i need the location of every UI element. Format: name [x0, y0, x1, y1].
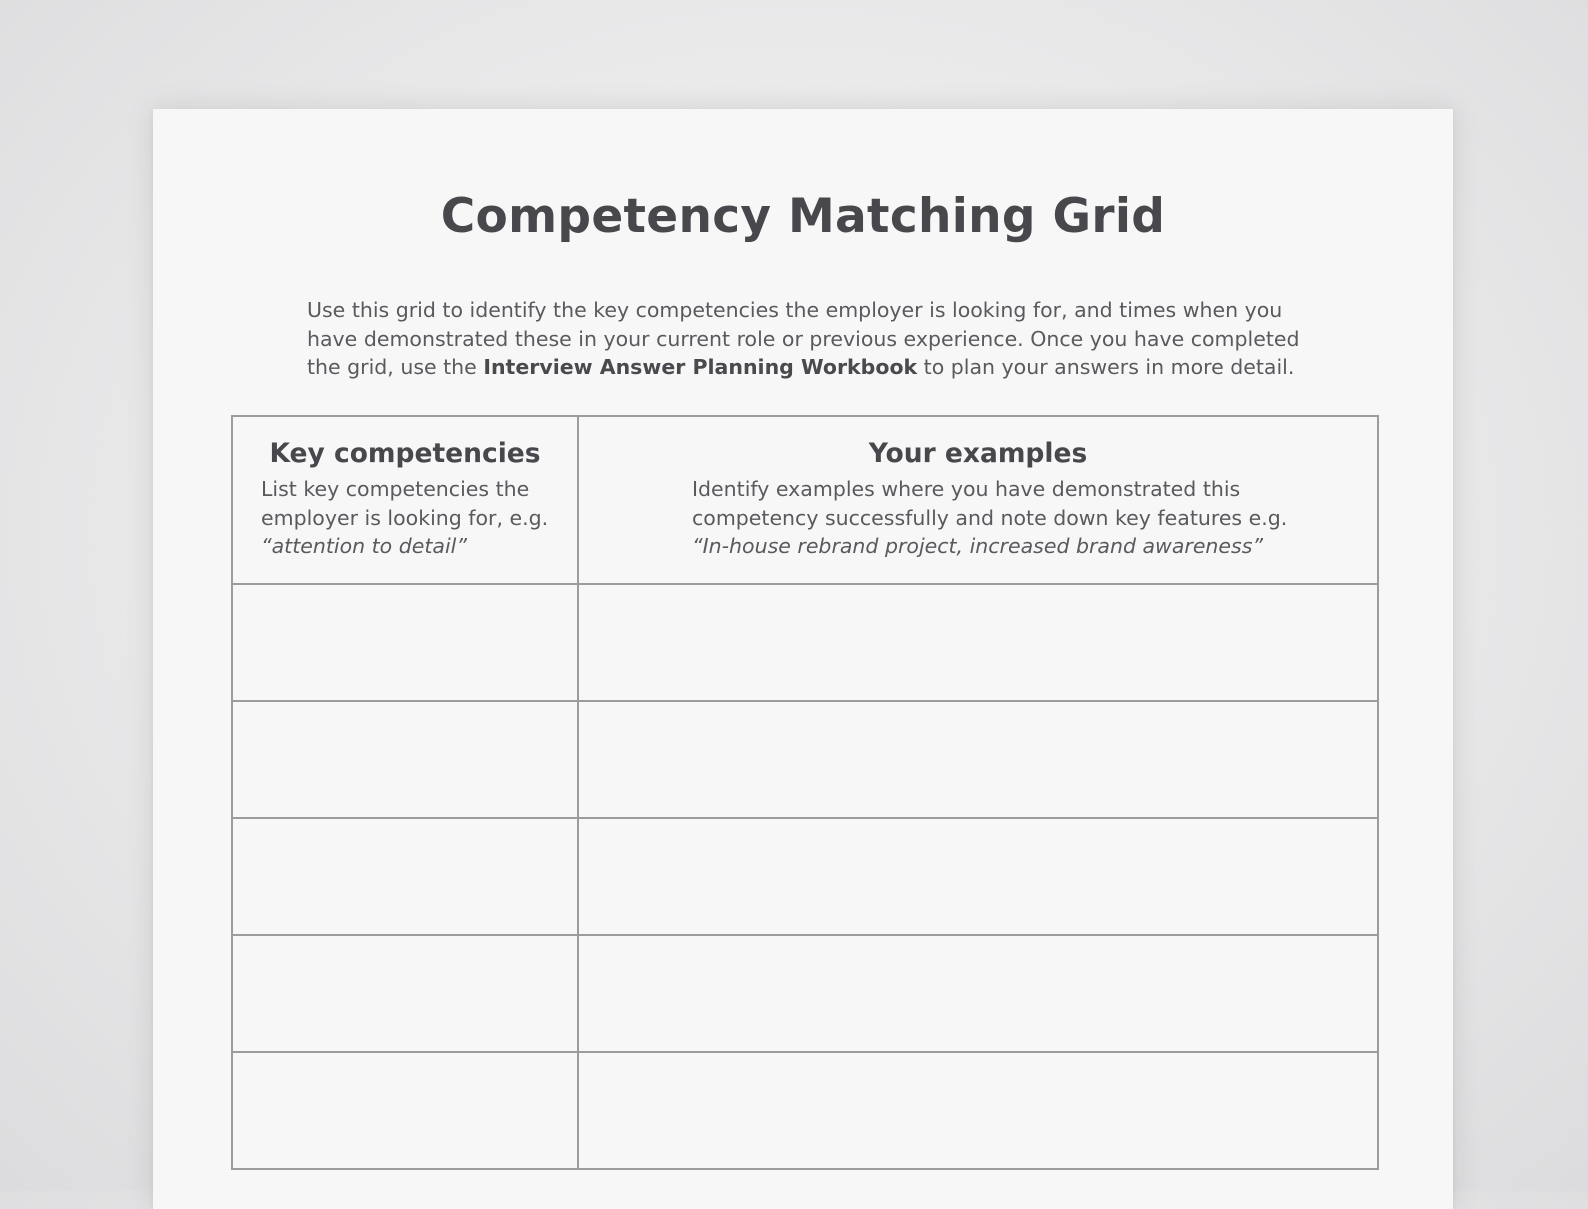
- table-row: [232, 935, 1378, 1052]
- key-competencies-header: [232, 416, 578, 584]
- competency-cell[interactable]: [232, 818, 578, 935]
- grid-header-row: [232, 416, 1378, 584]
- your-examples-heading: Your examples: [868, 438, 1088, 469]
- example-cell[interactable]: [578, 701, 1378, 818]
- table-row: [232, 701, 1378, 818]
- key-competencies-desc-line-1: List key competencies the: [261, 477, 530, 501]
- competency-cell[interactable]: [232, 935, 578, 1052]
- table-row: [232, 818, 1378, 935]
- key-competencies-description: [233, 475, 577, 561]
- intro-text-end: to plan your answers in more detail.: [917, 355, 1295, 379]
- example-cell[interactable]: [578, 1052, 1378, 1169]
- your-examples-example: “In-house rebrand project, increased brand awareness”: [692, 534, 1264, 558]
- workbook-reference: Interview Answer Planning Workbook: [483, 355, 918, 379]
- key-competencies-example: “attention to detail”: [261, 534, 467, 558]
- your-examples-header: [578, 416, 1378, 584]
- key-competencies-heading: Key competencies: [269, 438, 541, 469]
- competency-grid: [231, 415, 1379, 1170]
- example-cell[interactable]: [578, 818, 1378, 935]
- worksheet-page: [153, 109, 1453, 1209]
- example-cell[interactable]: [578, 935, 1378, 1052]
- competency-cell[interactable]: [232, 1052, 578, 1169]
- table-row: [232, 584, 1378, 701]
- your-examples-description: [579, 475, 1377, 561]
- table-row: [232, 1052, 1378, 1169]
- your-examples-desc-line-2: competency successfully and note down key features e.g.: [692, 505, 1288, 530]
- competency-cell[interactable]: [232, 701, 578, 818]
- example-cell[interactable]: [578, 584, 1378, 701]
- intro-paragraph: [307, 296, 1307, 382]
- your-examples-desc-line-1: Identify examples where you have demonstrated this: [692, 477, 1241, 501]
- competency-cell[interactable]: [232, 584, 578, 701]
- key-competencies-desc-line-2: employer is looking for, e.g.: [261, 505, 549, 530]
- page-title: Competency Matching Grid: [440, 189, 1166, 244]
- intro-text-start: Use this grid to identify the key competencies the employer is looking for, and times when you have demonstrated these in your current role or previous experience. Once you have completed the grid, use the: [307, 298, 1300, 379]
